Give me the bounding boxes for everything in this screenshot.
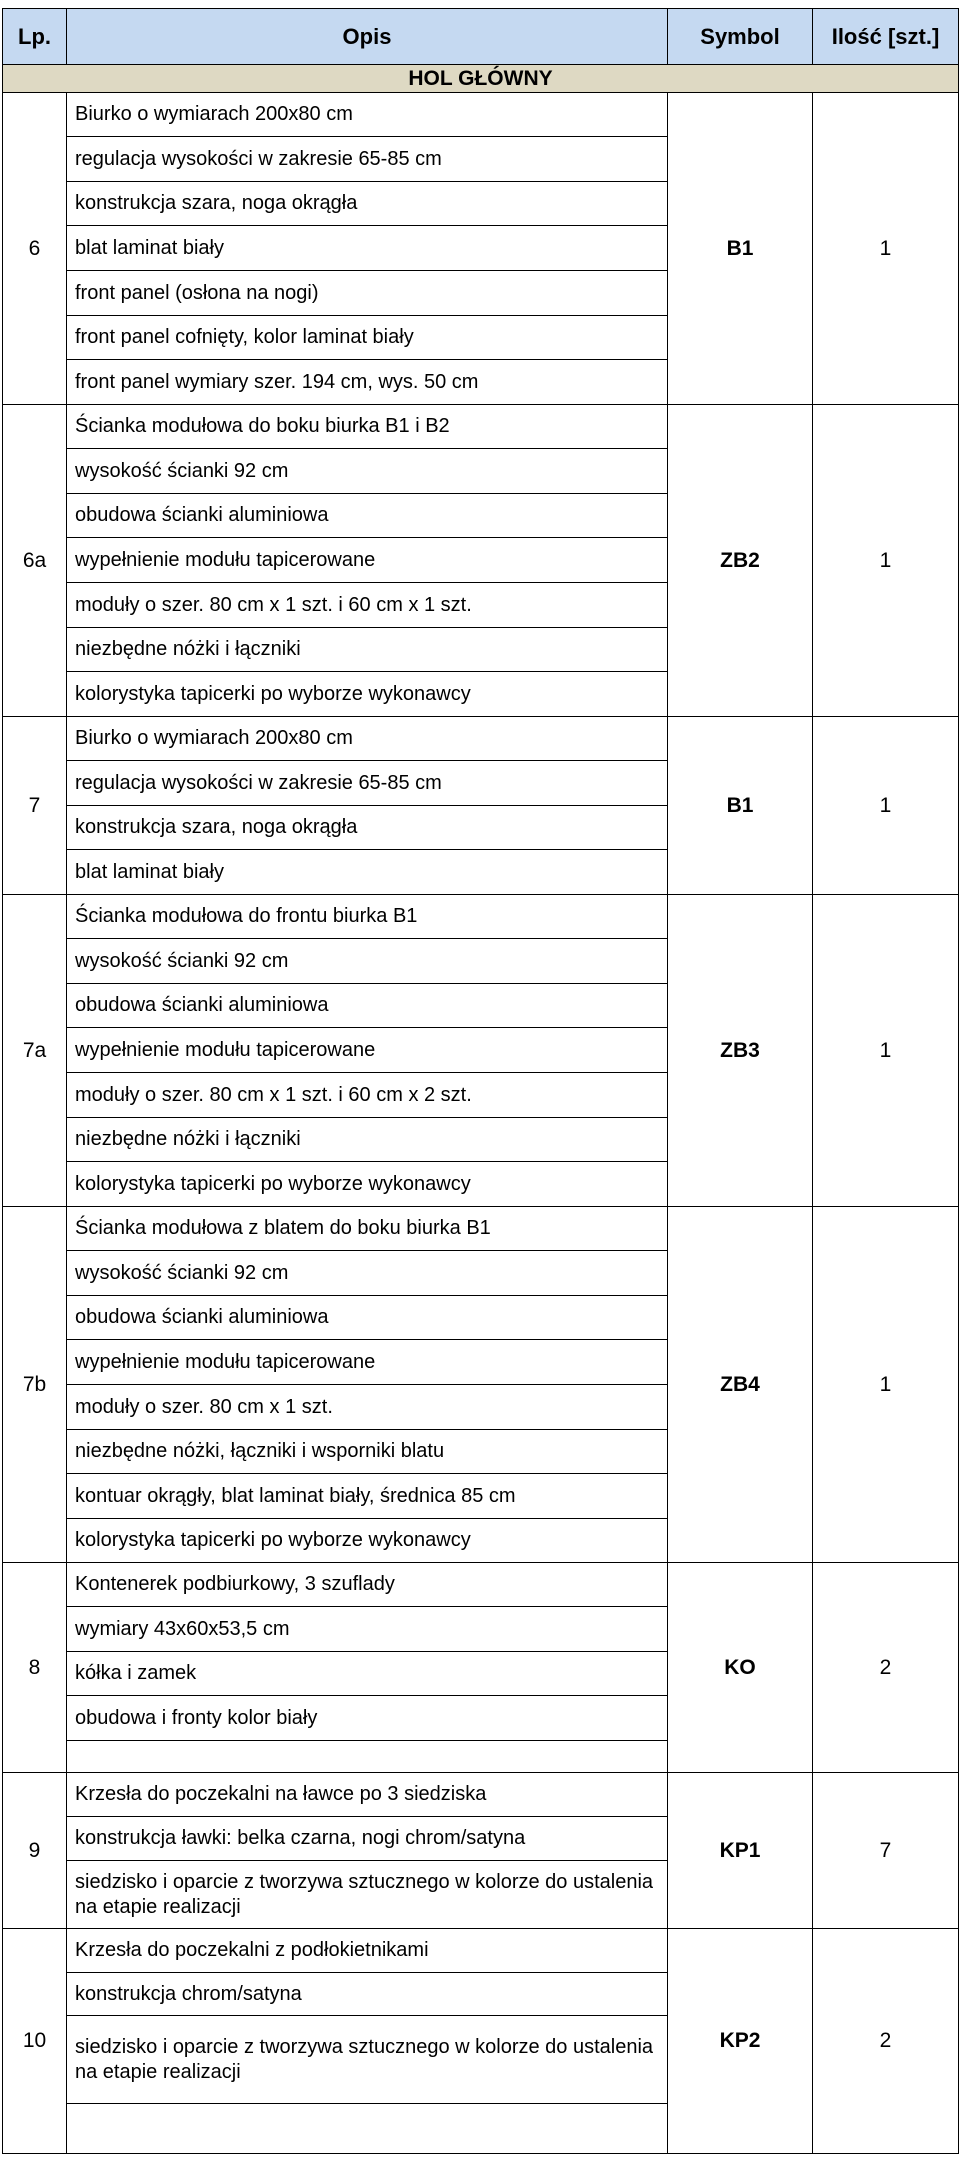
- row-number: 7b: [2, 1206, 67, 1563]
- quantity-cell: 1: [812, 404, 959, 717]
- section-title: HOL GŁÓWNY: [2, 64, 959, 93]
- description-line: obudowa i fronty kolor biały: [66, 1695, 668, 1741]
- symbol-cell: KP1: [667, 1772, 813, 1929]
- description-line: Ścianka modułowa do frontu biurka B1: [66, 894, 668, 939]
- description-line: wysokość ścianki 92 cm: [66, 938, 668, 984]
- description-line: konstrukcja szara, noga okrągła: [66, 805, 668, 850]
- description-line: siedzisko i oparcie z tworzywa sztucznego w kolorze do ustalenia na etapie realizacji: [66, 1860, 668, 1929]
- row-number: 7: [2, 716, 67, 895]
- symbol-cell: ZB4: [667, 1206, 813, 1563]
- description-line: Kontenerek podbiurkowy, 3 szuflady: [66, 1562, 668, 1607]
- description-line: siedzisko i oparcie z tworzywa sztucznego w kolorze do ustalenia na etapie realizacji: [66, 2015, 668, 2104]
- row-number: 6a: [2, 404, 67, 717]
- description-line: wysokość ścianki 92 cm: [66, 448, 668, 494]
- header-ilosc: Ilość [szt.]: [812, 8, 959, 65]
- quantity-cell: 1: [812, 716, 959, 895]
- description-line: Biurko o wymiarach 200x80 cm: [66, 716, 668, 761]
- description-line: wypełnienie modułu tapicerowane: [66, 1339, 668, 1385]
- row-number: 9: [2, 1772, 67, 1929]
- row-number: 7a: [2, 894, 67, 1207]
- description-line: obudowa ścianki aluminiowa: [66, 1295, 668, 1340]
- header-lp: Lp.: [2, 8, 67, 65]
- description-line: kolorystyka tapicerki po wyborze wykonawcy: [66, 671, 668, 717]
- description-line: front panel cofnięty, kolor laminat biały: [66, 315, 668, 360]
- symbol-cell: ZB2: [667, 404, 813, 717]
- description-line: Ścianka modułowa z blatem do boku biurka B1: [66, 1206, 668, 1251]
- description-line: front panel wymiary szer. 194 cm, wys. 50 cm: [66, 359, 668, 405]
- description-line: [66, 2103, 668, 2154]
- header-opis: Opis: [66, 8, 668, 65]
- description-line: konstrukcja chrom/satyna: [66, 1972, 668, 2016]
- symbol-cell: B1: [667, 716, 813, 895]
- description-line: Krzesła do poczekalni z podłokietnikami: [66, 1928, 668, 1973]
- symbol-cell: KO: [667, 1562, 813, 1773]
- symbol-cell: KP2: [667, 1928, 813, 2154]
- description-line: niezbędne nóżki i łączniki: [66, 627, 668, 672]
- header-symbol: Symbol: [667, 8, 813, 65]
- description-line: moduły o szer. 80 cm x 1 szt. i 60 cm x 2 szt.: [66, 1072, 668, 1118]
- description-line: niezbędne nóżki, łączniki i wsporniki blatu: [66, 1429, 668, 1474]
- quantity-cell: 1: [812, 894, 959, 1207]
- row-number: 10: [2, 1928, 67, 2154]
- description-line: wypełnienie modułu tapicerowane: [66, 1027, 668, 1073]
- description-line: blat laminat biały: [66, 225, 668, 271]
- quantity-cell: 7: [812, 1772, 959, 1929]
- description-line: Biurko o wymiarach 200x80 cm: [66, 92, 668, 137]
- description-line: regulacja wysokości w zakresie 65-85 cm: [66, 136, 668, 182]
- description-line: obudowa ścianki aluminiowa: [66, 983, 668, 1028]
- furniture-spec-table: [2, 8, 958, 2153]
- quantity-cell: 2: [812, 1928, 959, 2154]
- description-line: wymiary 43x60x53,5 cm: [66, 1606, 668, 1652]
- description-line: niezbędne nóżki i łączniki: [66, 1117, 668, 1162]
- description-line: obudowa ścianki aluminiowa: [66, 493, 668, 538]
- description-line: Krzesła do poczekalni na ławce po 3 siedziska: [66, 1772, 668, 1817]
- description-line: konstrukcja szara, noga okrągła: [66, 181, 668, 226]
- quantity-cell: 2: [812, 1562, 959, 1773]
- description-line: moduły o szer. 80 cm x 1 szt. i 60 cm x 1 szt.: [66, 582, 668, 628]
- row-number: 6: [2, 92, 67, 405]
- description-line: kontuar okrągły, blat laminat biały, średnica 85 cm: [66, 1473, 668, 1519]
- description-line: kolorystyka tapicerki po wyborze wykonawcy: [66, 1161, 668, 1207]
- description-line: kolorystyka tapicerki po wyborze wykonawcy: [66, 1518, 668, 1563]
- description-line: blat laminat biały: [66, 849, 668, 895]
- description-line: front panel (osłona na nogi): [66, 270, 668, 316]
- description-line: konstrukcja ławki: belka czarna, nogi chrom/satyna: [66, 1816, 668, 1861]
- description-line: wysokość ścianki 92 cm: [66, 1250, 668, 1296]
- description-line: wypełnienie modułu tapicerowane: [66, 537, 668, 583]
- description-line: regulacja wysokości w zakresie 65-85 cm: [66, 760, 668, 806]
- symbol-cell: ZB3: [667, 894, 813, 1207]
- symbol-cell: B1: [667, 92, 813, 405]
- description-line: kółka i zamek: [66, 1651, 668, 1696]
- row-number: 8: [2, 1562, 67, 1773]
- description-line: [66, 1740, 668, 1773]
- quantity-cell: 1: [812, 92, 959, 405]
- description-line: moduły o szer. 80 cm x 1 szt.: [66, 1384, 668, 1430]
- description-line: Ścianka modułowa do boku biurka B1 i B2: [66, 404, 668, 449]
- quantity-cell: 1: [812, 1206, 959, 1563]
